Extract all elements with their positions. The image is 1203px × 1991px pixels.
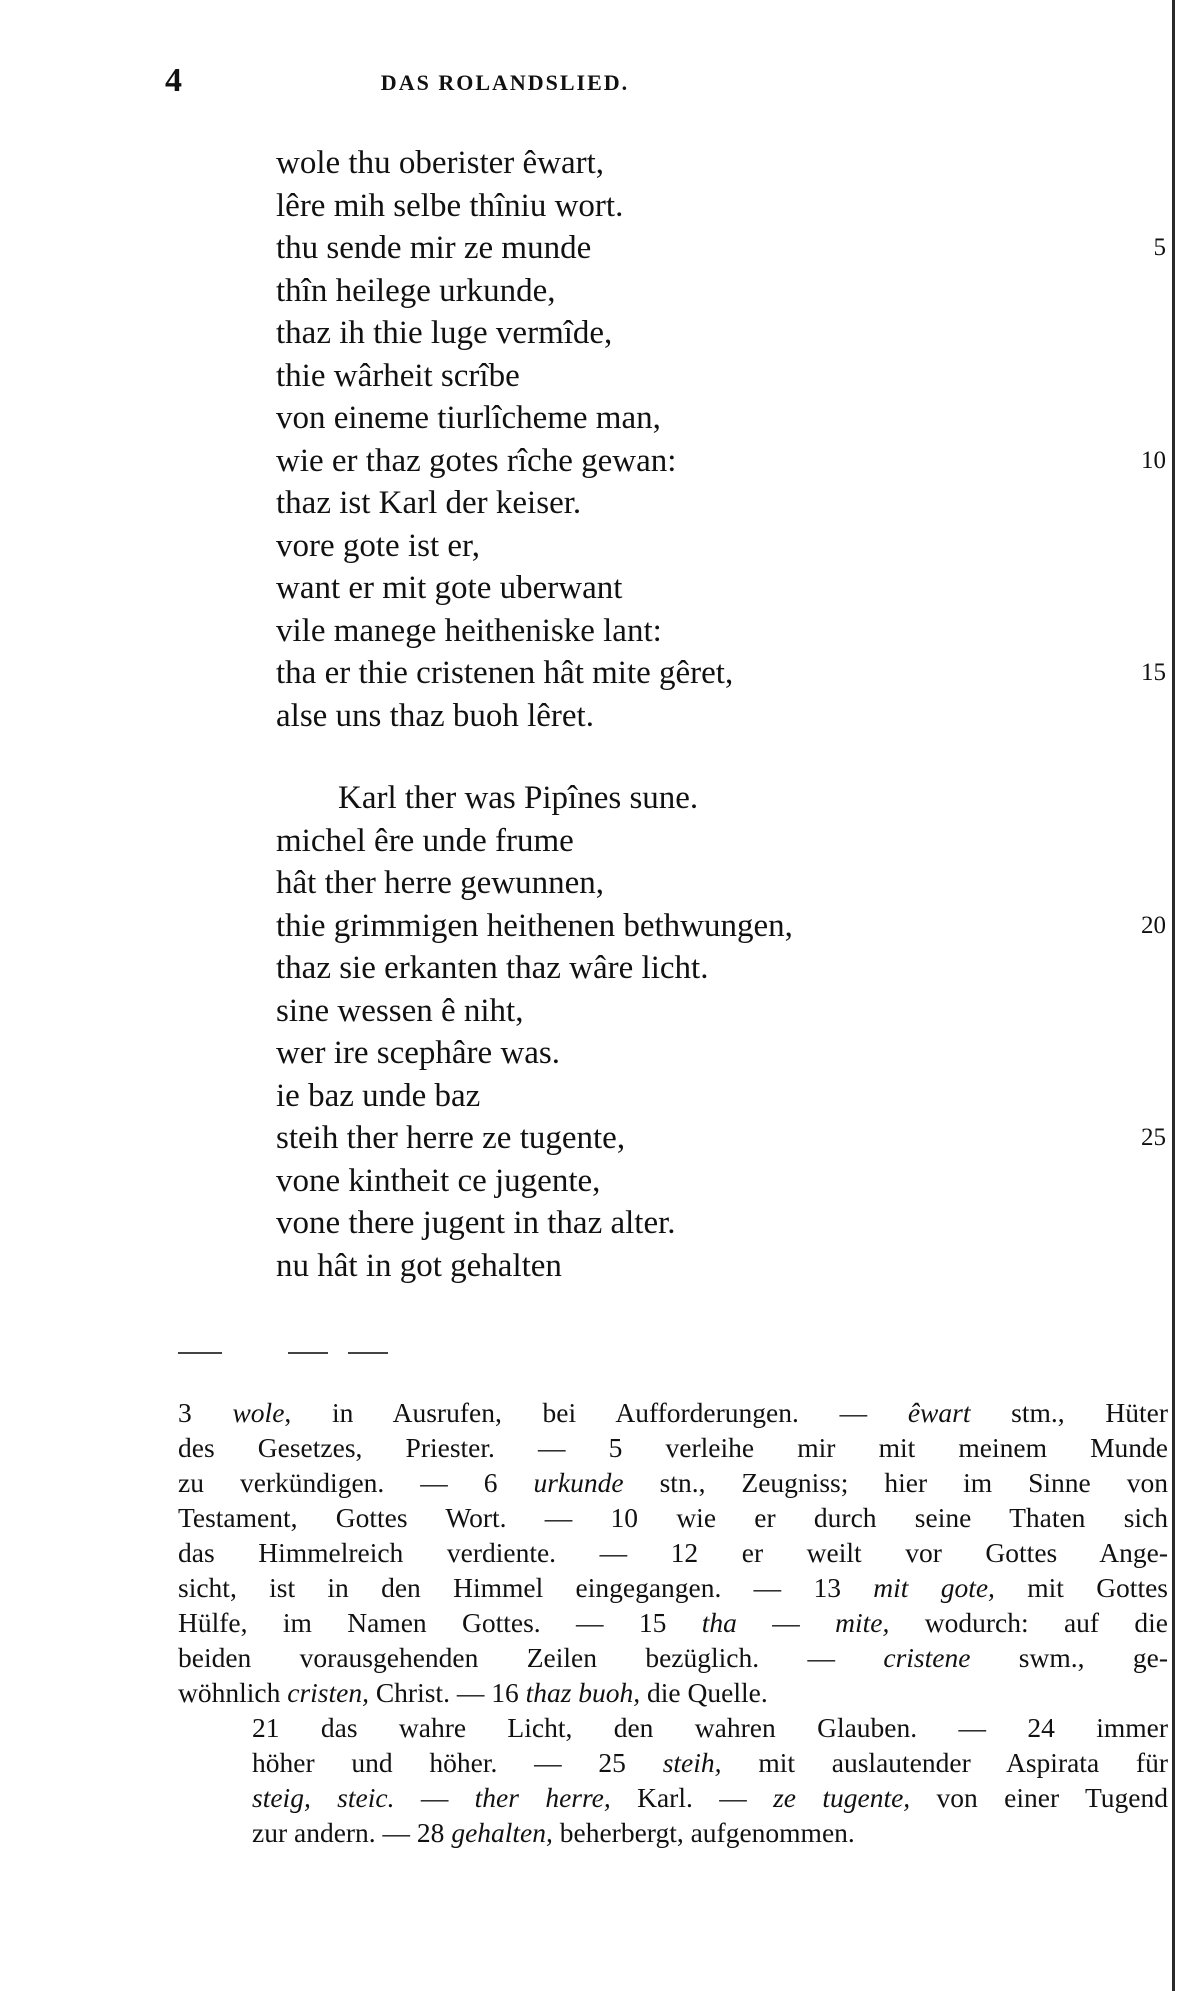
footnote-text: mit auslautender Aspirata für	[721, 1747, 1168, 1778]
verse-line-text: thaz ih thie luge vermîde,	[276, 315, 613, 351]
footnote-term: steig, steic.	[252, 1782, 395, 1813]
footnote-text: Christ. — 16	[368, 1677, 526, 1708]
verse-line-text: thu sende mir ze munde	[276, 230, 592, 266]
verse-line-text: thaz sie erkanten thaz wâre licht.	[276, 950, 709, 986]
verse-line	[276, 227, 1166, 270]
verse-line-text: alse uns thaz buoh lêret.	[276, 697, 594, 734]
verse-line	[276, 567, 1166, 610]
verse-line	[276, 947, 1166, 990]
footnote-term: steih,	[662, 1747, 722, 1778]
verse-line-text: von eineme tiurlîcheme man,	[276, 400, 661, 436]
footnote-text: , in Ausrufen, bei Aufforderungen. —	[284, 1397, 908, 1428]
verse-line	[276, 610, 1166, 653]
footnote-separator	[178, 1352, 388, 1354]
verse-line	[276, 1075, 1166, 1118]
footnote-term: mit gote,	[873, 1572, 995, 1603]
verse-line-text: wer ire scephâre was.	[276, 1035, 561, 1071]
verse-line	[276, 990, 1166, 1033]
footnote-text: swm., ge-	[970, 1642, 1168, 1673]
verse-line	[276, 440, 1166, 483]
verse-line-text: thie wârheit scrîbe	[276, 357, 520, 394]
footnote-term: thaz buoh,	[525, 1677, 641, 1708]
footnote-term: wole	[232, 1397, 285, 1428]
footnote-line	[178, 1605, 1168, 1640]
footnote-line	[178, 1815, 1168, 1850]
verse-line	[276, 652, 1166, 695]
footnote-text: die Quelle.	[640, 1677, 768, 1708]
footnote-text: höher und höher. — 25	[252, 1747, 663, 1778]
footnote-line	[178, 1780, 1168, 1815]
footnote-term: mite,	[835, 1607, 890, 1638]
verse-line-text: wie er thaz gotes rîche gewan:	[276, 442, 677, 479]
footnote-text: das Himmelreich verdiente. — 12 er weilt vor Gottes Ange-	[178, 1537, 1168, 1568]
verse-line-text: thaz ist Karl der keiser.	[276, 485, 582, 521]
verse-line	[276, 482, 1166, 525]
verse-line	[276, 905, 1166, 948]
footnotes	[178, 1395, 1168, 1850]
footnote-text: zu verkündigen. — 6	[178, 1467, 534, 1498]
footnote-text: stn., Zeugniss; hier im Sinne von	[623, 1467, 1168, 1498]
page-edge-rule	[1172, 0, 1175, 1991]
verse-line	[276, 1202, 1166, 1245]
footnote-text: beherbergt, aufgenommen.	[552, 1817, 855, 1848]
footnote-term: êwart	[907, 1397, 971, 1428]
page-header	[165, 62, 845, 106]
verse-line	[276, 312, 1166, 355]
footnote-text: —	[736, 1607, 836, 1638]
footnote-line	[178, 1395, 1168, 1430]
line-number: 15	[1141, 659, 1166, 686]
verse-line	[276, 1245, 1166, 1288]
verse-line	[276, 525, 1166, 568]
verse-line	[276, 185, 1166, 228]
verse-line	[276, 862, 1166, 905]
footnote-text: Karl. —	[610, 1782, 774, 1813]
verse-line	[276, 1160, 1166, 1203]
footnote-line	[178, 1675, 1168, 1710]
verse-line-text: vile manege heitheniske lant:	[276, 612, 662, 649]
footnote-line	[178, 1465, 1168, 1500]
footnote-line	[178, 1430, 1168, 1465]
verse-line-text: michel êre unde frume	[276, 822, 574, 859]
footnote-term: cristen,	[287, 1677, 369, 1708]
verse-line	[276, 397, 1166, 440]
verse-line-text: vone there jugent in thaz alter.	[276, 1205, 676, 1241]
verse-line	[276, 270, 1166, 313]
line-number: 25	[1141, 1124, 1166, 1151]
verse-line-text: tha er thie cristenen hât mite gêret,	[276, 655, 734, 691]
verse-line-text: sine wessen ê niht,	[276, 992, 524, 1029]
verse-line	[276, 777, 1166, 820]
footnote-text: wodurch: auf die	[889, 1607, 1169, 1638]
footnote-text: wöhnlich	[178, 1677, 288, 1708]
verse-line-text: vore gote ist er,	[276, 527, 480, 564]
footnote-term: cristene	[883, 1642, 971, 1673]
footnote-text: —	[394, 1782, 475, 1813]
footnote-paragraph-2	[178, 1710, 1168, 1850]
verse-line-text: want er mit gote uberwant	[276, 570, 623, 606]
line-number: 5	[1153, 234, 1166, 261]
verse-line	[276, 1032, 1166, 1075]
verse-line-text: ie baz unde baz	[276, 1077, 481, 1114]
footnote-term: tha	[701, 1607, 737, 1638]
verse-line-text: lêre mih selbe thîniu wort.	[276, 187, 624, 224]
footnote-text: sicht, ist in den Himmel eingegangen. — 13	[178, 1572, 874, 1603]
footnote-text: beiden vorausgehenden Zeilen bezüglich. —	[178, 1642, 884, 1673]
verse-line	[276, 355, 1166, 398]
verse-line	[276, 695, 1166, 738]
footnote-text: Hülfe, im Namen Gottes. — 15	[178, 1607, 702, 1638]
verse-line-text: nu hât in got gehalten	[276, 1247, 562, 1284]
footnote-term: ther herre,	[474, 1782, 611, 1813]
footnote-line	[178, 1500, 1168, 1535]
verse-line-text: steih ther herre ze tugente,	[276, 1120, 626, 1156]
verse-line	[276, 820, 1166, 863]
footnote-text: stm., Hüter	[970, 1397, 1168, 1428]
footnote-term: gehalten,	[451, 1817, 553, 1848]
verse-line-text: thîn heilege urkunde,	[276, 272, 556, 309]
footnote-text: von einer Tugend	[910, 1782, 1168, 1813]
footnote-text: 3	[178, 1397, 233, 1428]
verse-line-text: vone kintheit ce jugente,	[276, 1162, 601, 1199]
footnote-line	[178, 1710, 1168, 1745]
footnote-text: mit Gottes	[994, 1572, 1168, 1603]
stanza-1	[276, 142, 1166, 737]
verse-line-text: thie grimmigen heithenen bethwungen,	[276, 907, 793, 944]
verse-line-text: Karl ther was Pipînes sune.	[338, 780, 699, 816]
footnote-text: 21 das wahre Licht, den wahren Glauben. — 24 immer	[252, 1712, 1168, 1743]
verse-text	[276, 142, 1166, 1287]
stanza-2	[276, 777, 1166, 1287]
verse-line-text: wole thu oberister êwart,	[276, 145, 605, 181]
footnote-text: des Gesetzes, Priester. — 5 verleihe mir mit meinem Munde	[178, 1432, 1168, 1463]
page-number: 4	[165, 62, 182, 99]
line-number: 10	[1141, 446, 1166, 474]
footnote-line	[178, 1570, 1168, 1605]
running-title: DAS ROLANDSLIED.	[380, 70, 630, 95]
footnote-text: zur andern. — 28	[252, 1817, 452, 1848]
line-number: 20	[1141, 911, 1166, 939]
verse-line	[276, 142, 1166, 185]
footnote-text: Testament, Gottes Wort. — 10 wie er durch seine Thaten sich	[178, 1502, 1168, 1533]
footnote-term: urkunde	[533, 1467, 624, 1498]
footnote-term: ze tugente,	[773, 1782, 911, 1813]
footnote-line	[178, 1745, 1168, 1780]
footnote-line	[178, 1535, 1168, 1570]
verse-line	[276, 1117, 1166, 1160]
verse-line-text: hât ther herre gewunnen,	[276, 865, 605, 901]
footnote-paragraph-1	[178, 1395, 1168, 1710]
footnote-line	[178, 1640, 1168, 1675]
